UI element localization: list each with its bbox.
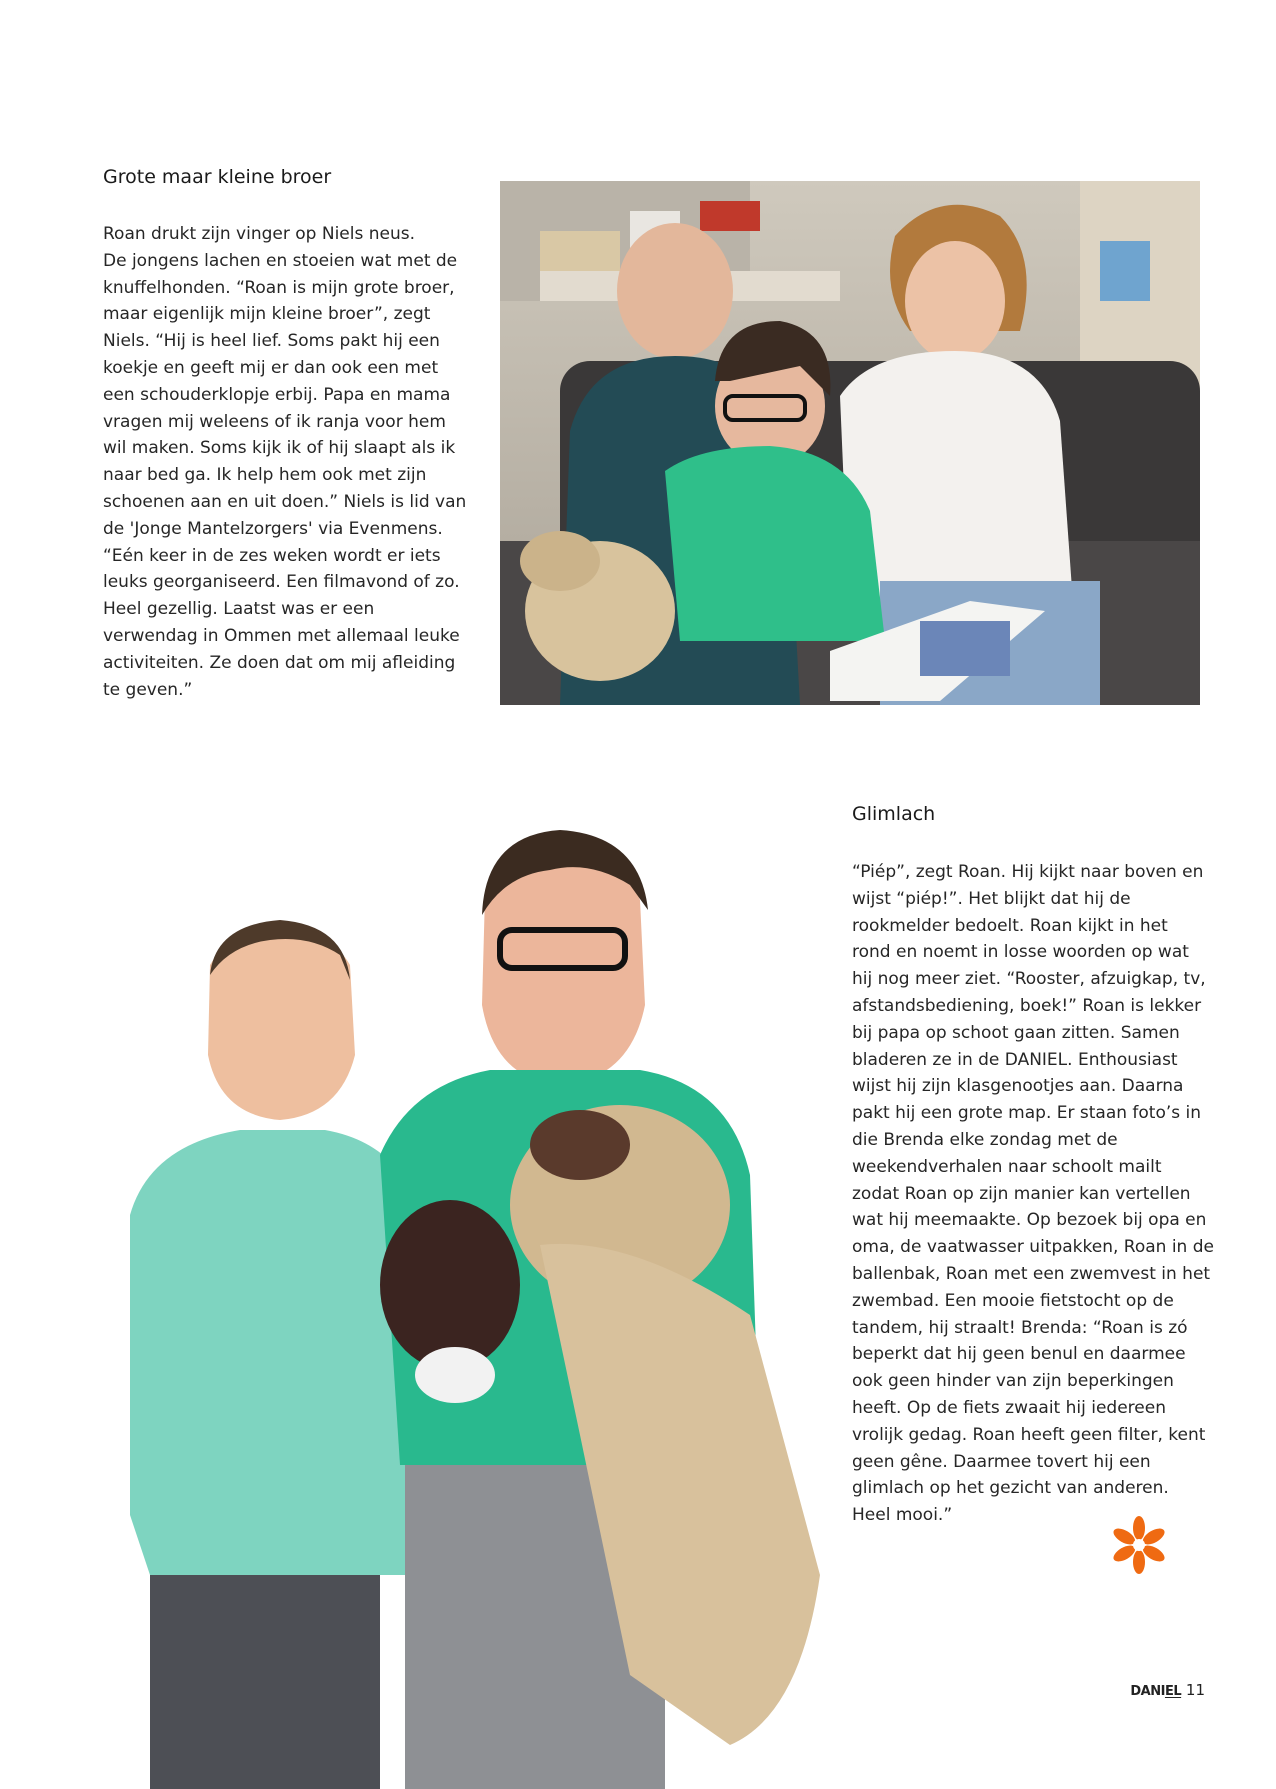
family-photo-illustration xyxy=(500,181,1200,705)
brand-text: DANI xyxy=(1130,1684,1165,1699)
page-number: 11 xyxy=(1185,1681,1205,1699)
flower-icon xyxy=(1108,1514,1170,1576)
text-line: glimlach op het gezicht van anderen. xyxy=(852,1478,1169,1499)
text-line: wijst hij zijn klasgenootjes aan. Daarna xyxy=(852,1076,1184,1097)
brand-text-el: EL xyxy=(1164,1684,1182,1699)
text-line: knuffelhonden. “Roan is mijn grote broer, xyxy=(103,277,455,298)
text-line: koekje en geeft mij er dan ook een met xyxy=(103,357,439,378)
text-line: wijst “piép!”. Het blijkt dat hij de xyxy=(852,888,1131,909)
text-line: vragen mij weleens of ik ranja voor hem xyxy=(103,411,446,432)
text-line: rookmelder bedoelt. Roan kijkt in het xyxy=(852,915,1168,936)
text-line: tandem, hij straalt! Brenda: “Roan is zó xyxy=(852,1317,1188,1338)
text-line: Roan drukt zijn vinger op Niels neus. xyxy=(103,224,416,244)
text-line: maar eigenlijk mijn kleine broer”, zegt xyxy=(103,304,431,325)
text-line: de 'Jonge Mantelzorgers' via Evenmens. xyxy=(103,518,443,539)
text-line: De jongens lachen en stoeien wat met de xyxy=(103,250,458,271)
text-line: pakt hij een grote map. Er staan foto’s in xyxy=(852,1103,1202,1124)
text-line: rond en noemt in losse woorden op wat xyxy=(852,942,1189,963)
section-heading-grote-broer: Grote maar kleine broer xyxy=(103,166,332,188)
text-line: wat hij meemaakte. Op bezoek bij opa en xyxy=(852,1210,1207,1231)
text-line: ballenbak, Roan met een zwemvest in het xyxy=(852,1263,1211,1284)
text-line: schoenen aan en uit doen.” Niels is lid van xyxy=(103,491,467,512)
text-line: Heel gezellig. Laatst was er een xyxy=(103,599,375,620)
text-line: Heel mooi.” xyxy=(852,1505,953,1526)
text-line: afstandsbediening, boek!” Roan is lekker xyxy=(852,995,1202,1016)
text-line: beperkt dat hij geen benul en daarmee xyxy=(852,1344,1186,1365)
text-line: bladeren ze in de DANIEL. Enthousiast xyxy=(852,1049,1178,1070)
text-line: activiteiten. Ze doen dat om mij afleiding xyxy=(103,652,456,673)
text-line: Niels. “Hij is heel lief. Soms pakt hij een xyxy=(103,331,440,352)
text-line: een schouderklopje erbij. Papa en mama xyxy=(103,384,451,405)
section-body-glimlach xyxy=(852,859,1214,1529)
text-line: die Brenda elke zondag met de xyxy=(852,1129,1118,1150)
text-line: te geven.” xyxy=(103,679,193,700)
text-line: heeft. Op de fiets zwaait hij iedereen xyxy=(852,1397,1166,1418)
text-line: zodat Roan op zijn manier kan vertellen xyxy=(852,1183,1191,1204)
text-line: weekendverhalen naar schoolt mailt xyxy=(852,1156,1162,1177)
section-body-grote-broer xyxy=(103,221,466,703)
page-footer xyxy=(1130,1681,1205,1699)
boys-photo xyxy=(110,815,870,1789)
section-heading-glimlach: Glimlach xyxy=(852,803,936,825)
family-photo xyxy=(500,181,1200,705)
text-line: vrolijk gedag. Roan heeft geen filter, kent xyxy=(852,1424,1206,1445)
text-line: oma, de vaatwasser uitpakken, Roan in de xyxy=(852,1237,1214,1258)
text-line: leuks georganiseerd. Een filmavond of zo. xyxy=(103,572,460,593)
text-line: hij nog meer ziet. “Rooster, afzuigkap, tv, xyxy=(852,969,1206,990)
text-line: “Piép”, zegt Roan. Hij kijkt naar boven en xyxy=(852,862,1204,882)
text-line: geen gêne. Daarmee tovert hij een xyxy=(852,1451,1151,1472)
brand-logo xyxy=(1130,1684,1181,1699)
boys-photo-illustration xyxy=(110,815,870,1789)
text-line: wil maken. Soms kijk ik of hij slaapt als ik xyxy=(103,438,456,459)
text-line: naar bed ga. Ik help hem ook met zijn xyxy=(103,465,427,486)
text-line: bij papa op schoot gaan zitten. Samen xyxy=(852,1022,1180,1043)
text-line: ook geen hinder van zijn beperkingen xyxy=(852,1371,1174,1392)
text-line: zwembad. Een mooie fietstocht op de xyxy=(852,1290,1174,1311)
text-line: verwendag in Ommen met allemaal leuke xyxy=(103,625,460,646)
text-line: “Eén keer in de zes weken wordt er iets xyxy=(103,545,441,566)
